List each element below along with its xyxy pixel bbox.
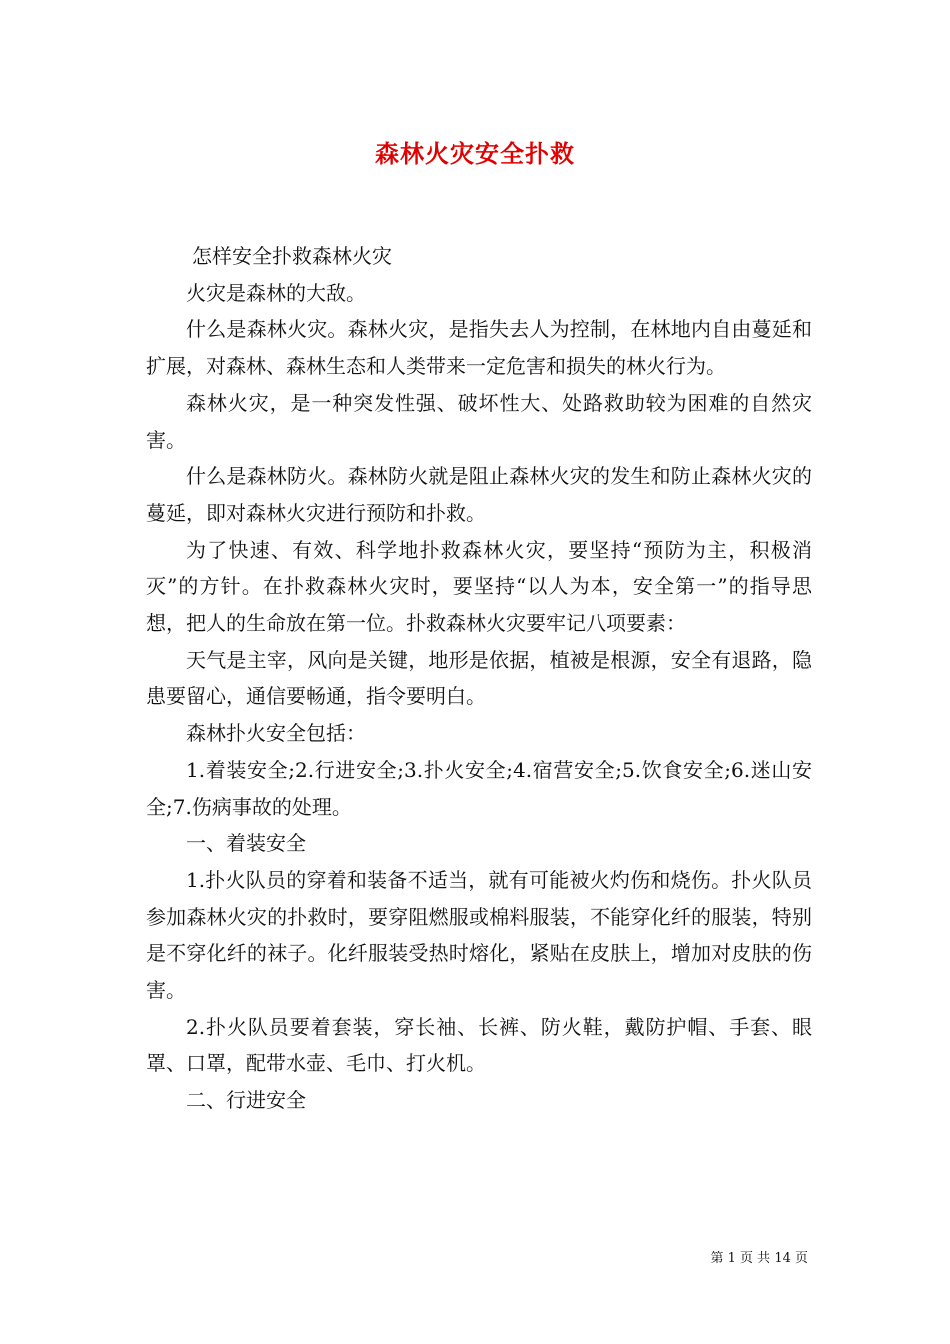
paragraph: 什么是森林防火。森林防火就是阻止森林火灾的发生和防止森林火灾的蔓延，即对森林火灾进行预防和扑救。 (146, 464, 812, 525)
paragraph: 2.扑火队员要着套装，穿长袖、长裤、防火鞋，戴防护帽、手套、眼罩、口罩，配带水壶、毛巾、打火机。 (146, 1014, 812, 1076)
paragraph: 1.着装安全;2.行进安全;3.扑火安全;4.宿营安全;5.饮食安全;6.迷山安全;7.伤病事故的处理。 (146, 757, 812, 819)
paragraph: 森林扑火安全包括： (186, 721, 366, 746)
page-number-footer: 第 1 页 共 14 页 (710, 1251, 808, 1266)
document-title: 森林火灾安全扑救 (375, 139, 575, 168)
section-heading: 一、着装安全 (186, 831, 306, 856)
paragraph: 火灾是森林的大敌。 (186, 280, 366, 305)
paragraph: 1.扑火队员的穿着和装备不适当，就有可能被火灼伤和烧伤。扑火队员参加森林火灾的扑救时，要穿阻燃服或棉料服装，不能穿化纤的服装，特别是不穿化纤的袜子。化纤服装受热时熔化，紧贴在皮肤上，增加对皮肤的伤害。 (146, 867, 812, 1003)
document-body (146, 238, 812, 1119)
section-heading: 二、行进安全 (186, 1088, 306, 1113)
paragraph-subtitle: 怎样安全扑救森林火灾 (192, 244, 392, 268)
paragraph: 森林火灾，是一种突发性强、破坏性大、处路救助较为困难的自然灾害。 (146, 390, 812, 452)
paragraph: 什么是森林火灾。森林火灾，是指失去人为控制，在林地内自由蔓延和扩展，对森林、森林生态和人类带来一定危害和损失的林火行为。 (146, 317, 812, 379)
paragraph: 为了快速、有效、科学地扑救森林火灾，要坚持“预防为主，积极消灭”的方针。在扑救森林火灾时，要坚持“以人为本，安全第一”的指导思想，把人的生命放在第一位。扑救森林火灾要牢记八项要素： (146, 537, 812, 636)
paragraph: 天气是主宰，风向是关键，地形是依据，植被是根源，安全有退路，隐患要留心，通信要畅通，指令要明白。 (146, 647, 812, 709)
